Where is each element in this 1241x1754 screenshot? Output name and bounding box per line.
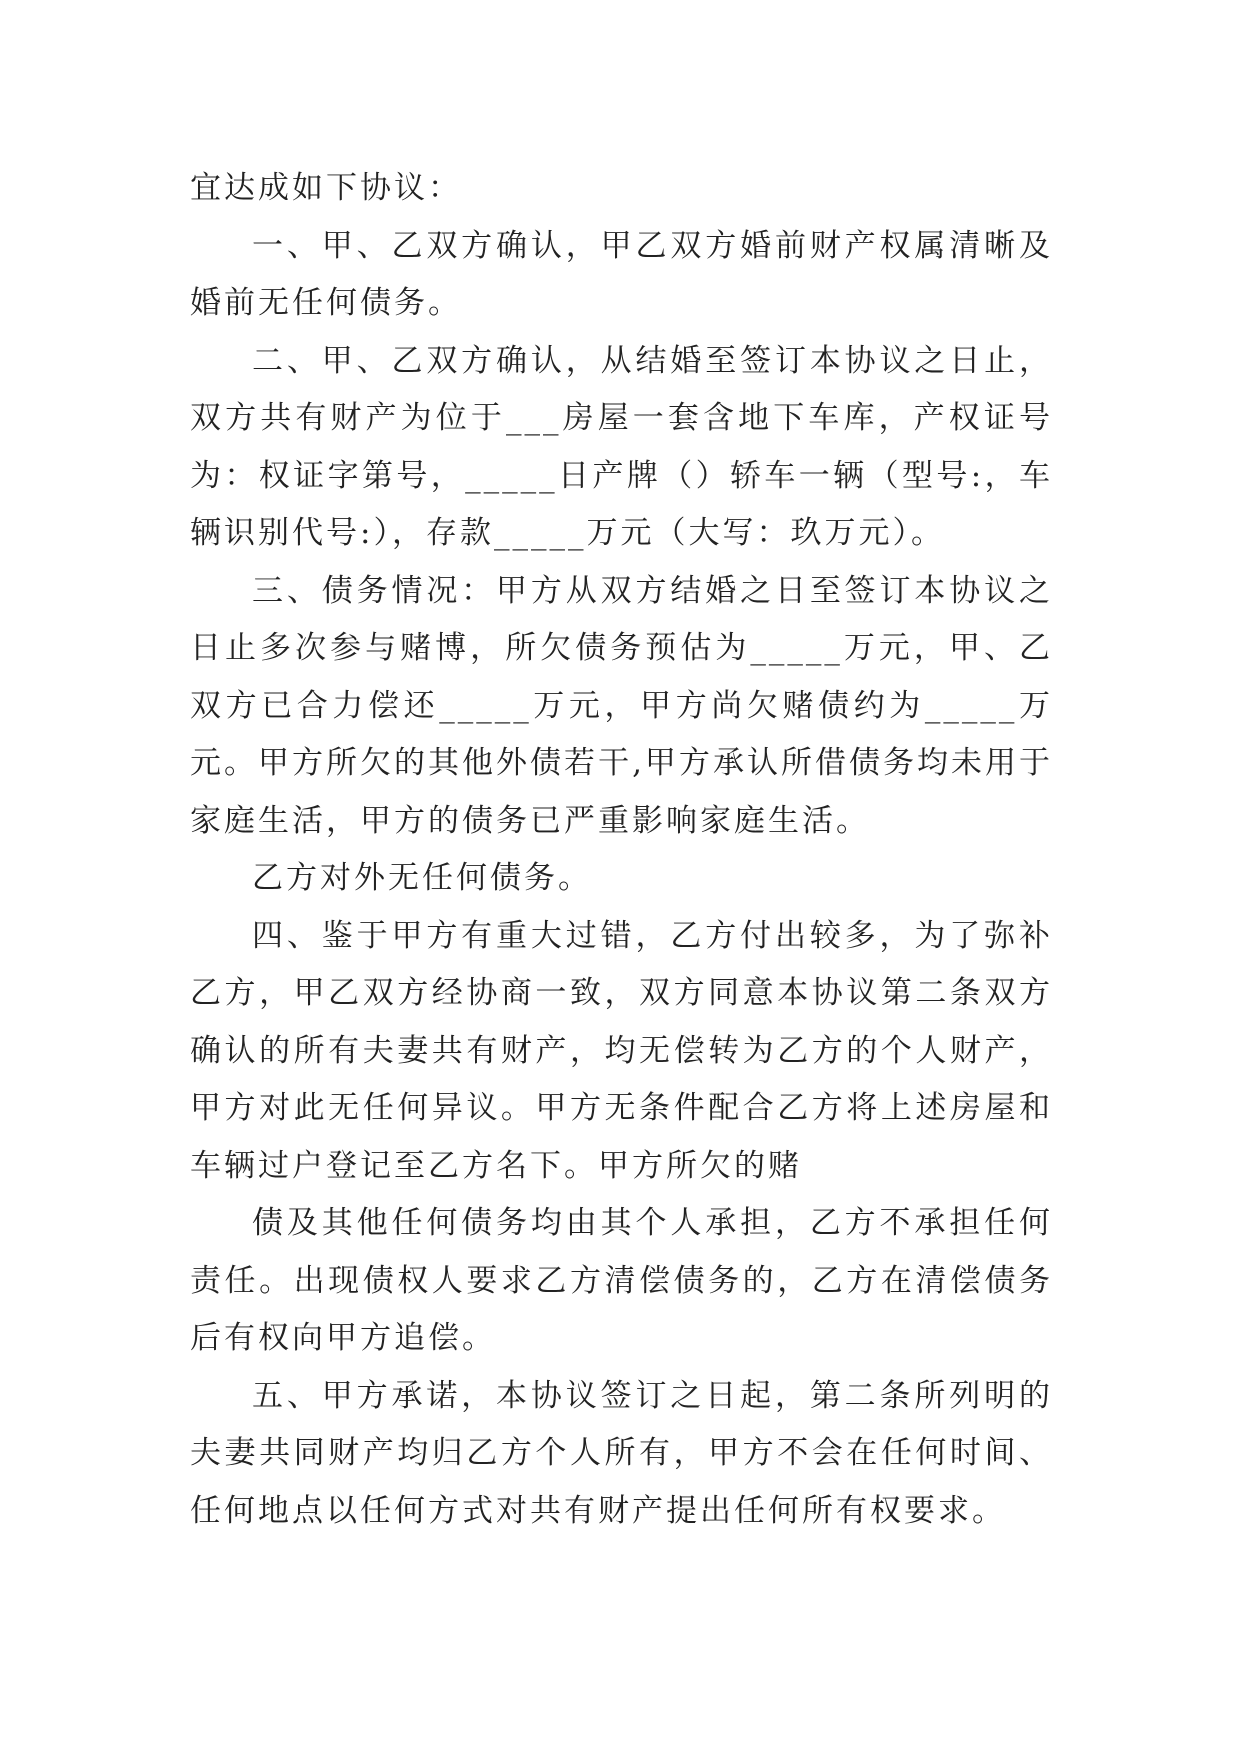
paragraph-clause-4: 四、鉴于甲方有重大过错，乙方付出较多，为了弥补乙方，甲乙双方经协商一致，双方同意本协议第二条双方确认的所有夫妻共有财产，均无偿转为乙方的个人财产，甲方对此无任何异议。甲方无条件配合乙方将上述房屋和车辆过户登记至乙方名下。甲方所欠的赌 <box>190 917 1053 1184</box>
paragraph-clause-1: 一、甲、乙双方确认，甲乙双方婚前财产权属清晰及婚前无任何债务。 <box>190 227 1053 321</box>
paragraph-clause-3: 三、债务情况：甲方从双方结婚之日至签订本协议之日止多次参与赌博，所欠债务预估为_____万元，甲、乙双方已合力偿还_____万元，甲方尚欠赌债约为_____万元。甲方所欠的其他外债若干,甲方承认所借债务均未用于家庭生活，甲方的债务已严重影响家庭生活。 <box>190 572 1053 839</box>
paragraph-clause-5: 五、甲方承诺，本协议签订之日起，第二条所列明的夫妻共同财产均归乙方个人所有，甲方不会在任何时间、任何地点以任何方式对共有财产提出任何所有权要求。 <box>190 1377 1053 1529</box>
paragraph-clause-2: 二、甲、乙双方确认，从结婚至签订本协议之日止，双方共有财产为位于___房屋一套含地下车库，产权证号为：权证字第号，_____日产牌（）轿车一辆（型号:，车辆识别代号:），存款_____万元（大写：玖万元）。 <box>190 342 1053 551</box>
paragraph-no-debt: 乙方对外无任何债务。 <box>252 860 592 896</box>
document-body <box>190 160 1053 1540</box>
paragraph-intro: 宜达成如下协议： <box>190 170 462 206</box>
paragraph-clause-4-continued: 债及其他任何债务均由其个人承担，乙方不承担任何责任。出现债权人要求乙方清偿债务的，乙方在清偿债务后有权向甲方追偿。 <box>190 1205 1053 1356</box>
